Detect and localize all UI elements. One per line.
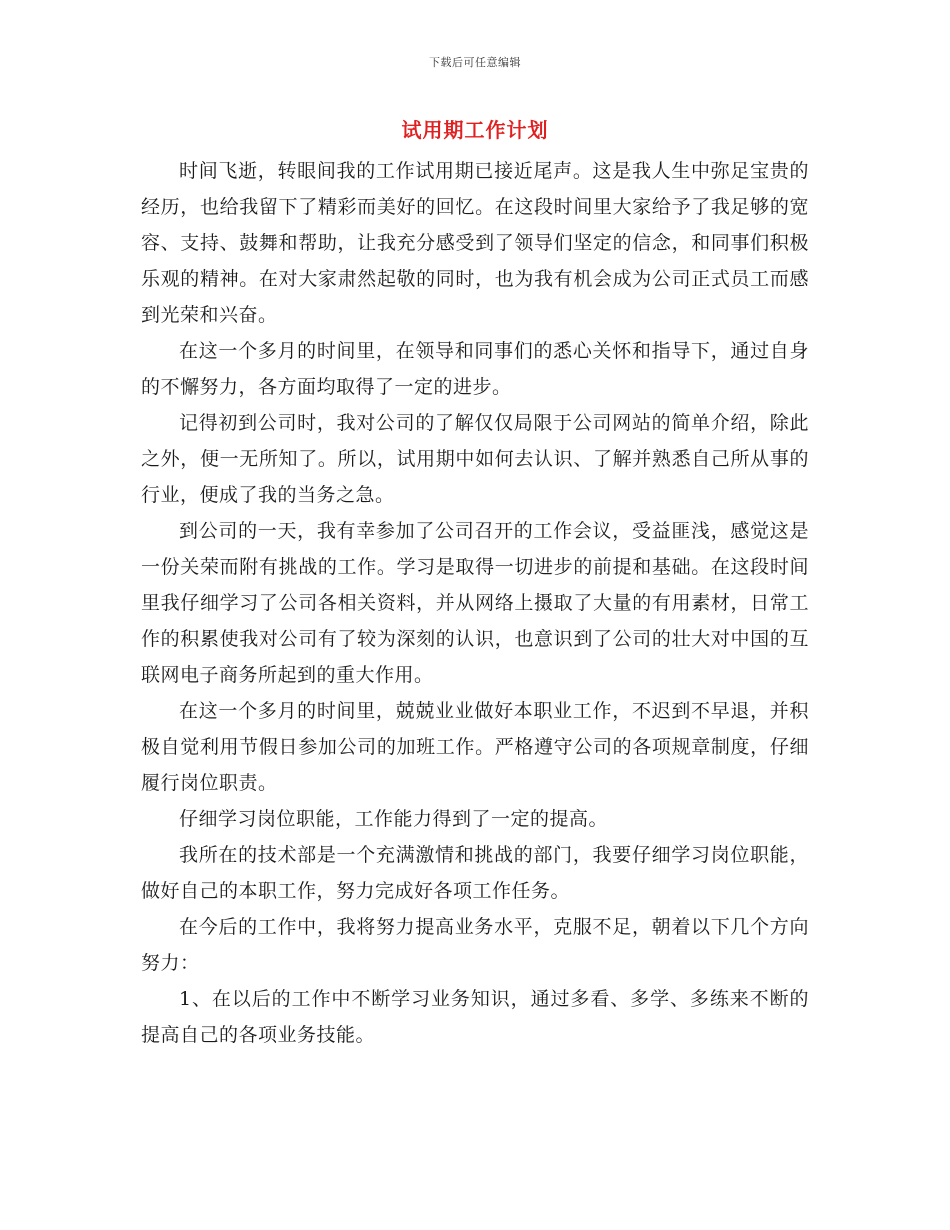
paragraph: 时间飞逝，转眼间我的工作试用期已接近尾声。这是我人生中弥足宝贵的经历，也给我留下了精彩而美好的回忆。在这段时间里大家给予了我足够的宽容、支持、鼓舞和帮助，让我充分感受到了领导们坚定的信念，和同事们积极乐观的精神。在对大家肃然起敬的同时，也为我有机会成为公司正式员工而感到光荣和兴奋。 <box>141 160 809 326</box>
paragraph: 在这一个多月的时间里，在领导和同事们的悉心关怀和指导下，通过自身的不懈努力，各方面均取得了一定的进步。 <box>141 340 809 398</box>
paragraph: 记得初到公司时，我对公司的了解仅仅局限于公司网站的简单介绍，除此之外，便一无所知了。所以，试用期中如何去认识、了解并熟悉自己所从事的行业，便成了我的当务之急。 <box>141 412 809 506</box>
paragraph: 我所在的技术部是一个充满激情和挑战的部门，我要仔细学习岗位职能，做好自己的本职工作，努力完成好各项工作任务。 <box>141 844 809 902</box>
paragraph: 在今后的工作中，我将努力提高业务水平，克服不足，朝着以下几个方向努力： <box>141 916 809 974</box>
paragraph: 到公司的一天，我有幸参加了公司召开的工作会议，受益匪浅，感觉这是一份关荣而附有挑战的工作。学习是取得一切进步的前提和基础。在这段时间里我仔细学习了公司各相关资料，并从网络上摄取了大量的有用素材，日常工作的积累使我对公司有了较为深刻的认识，也意识到了公司的壮大对中国的互联网电子商务所起到的重大作用。 <box>141 520 809 686</box>
paragraph: 1、在以后的工作中不断学习业务知识，通过多看、多学、多练来不断的提高自己的各项业务技能。 <box>141 988 809 1046</box>
document-body <box>141 153 809 1053</box>
paragraph: 仔细学习岗位职能，工作能力得到了一定的提高。 <box>179 808 609 830</box>
header-note: 下载后可任意编辑 <box>429 56 521 69</box>
paragraph: 在这一个多月的时间里，兢兢业业做好本职业工作，不迟到不早退，并积极自觉利用节假日参加公司的加班工作。严格遵守公司的各项规章制度，仔细履行岗位职责。 <box>141 700 809 794</box>
document-title: 试用期工作计划 <box>401 118 549 142</box>
